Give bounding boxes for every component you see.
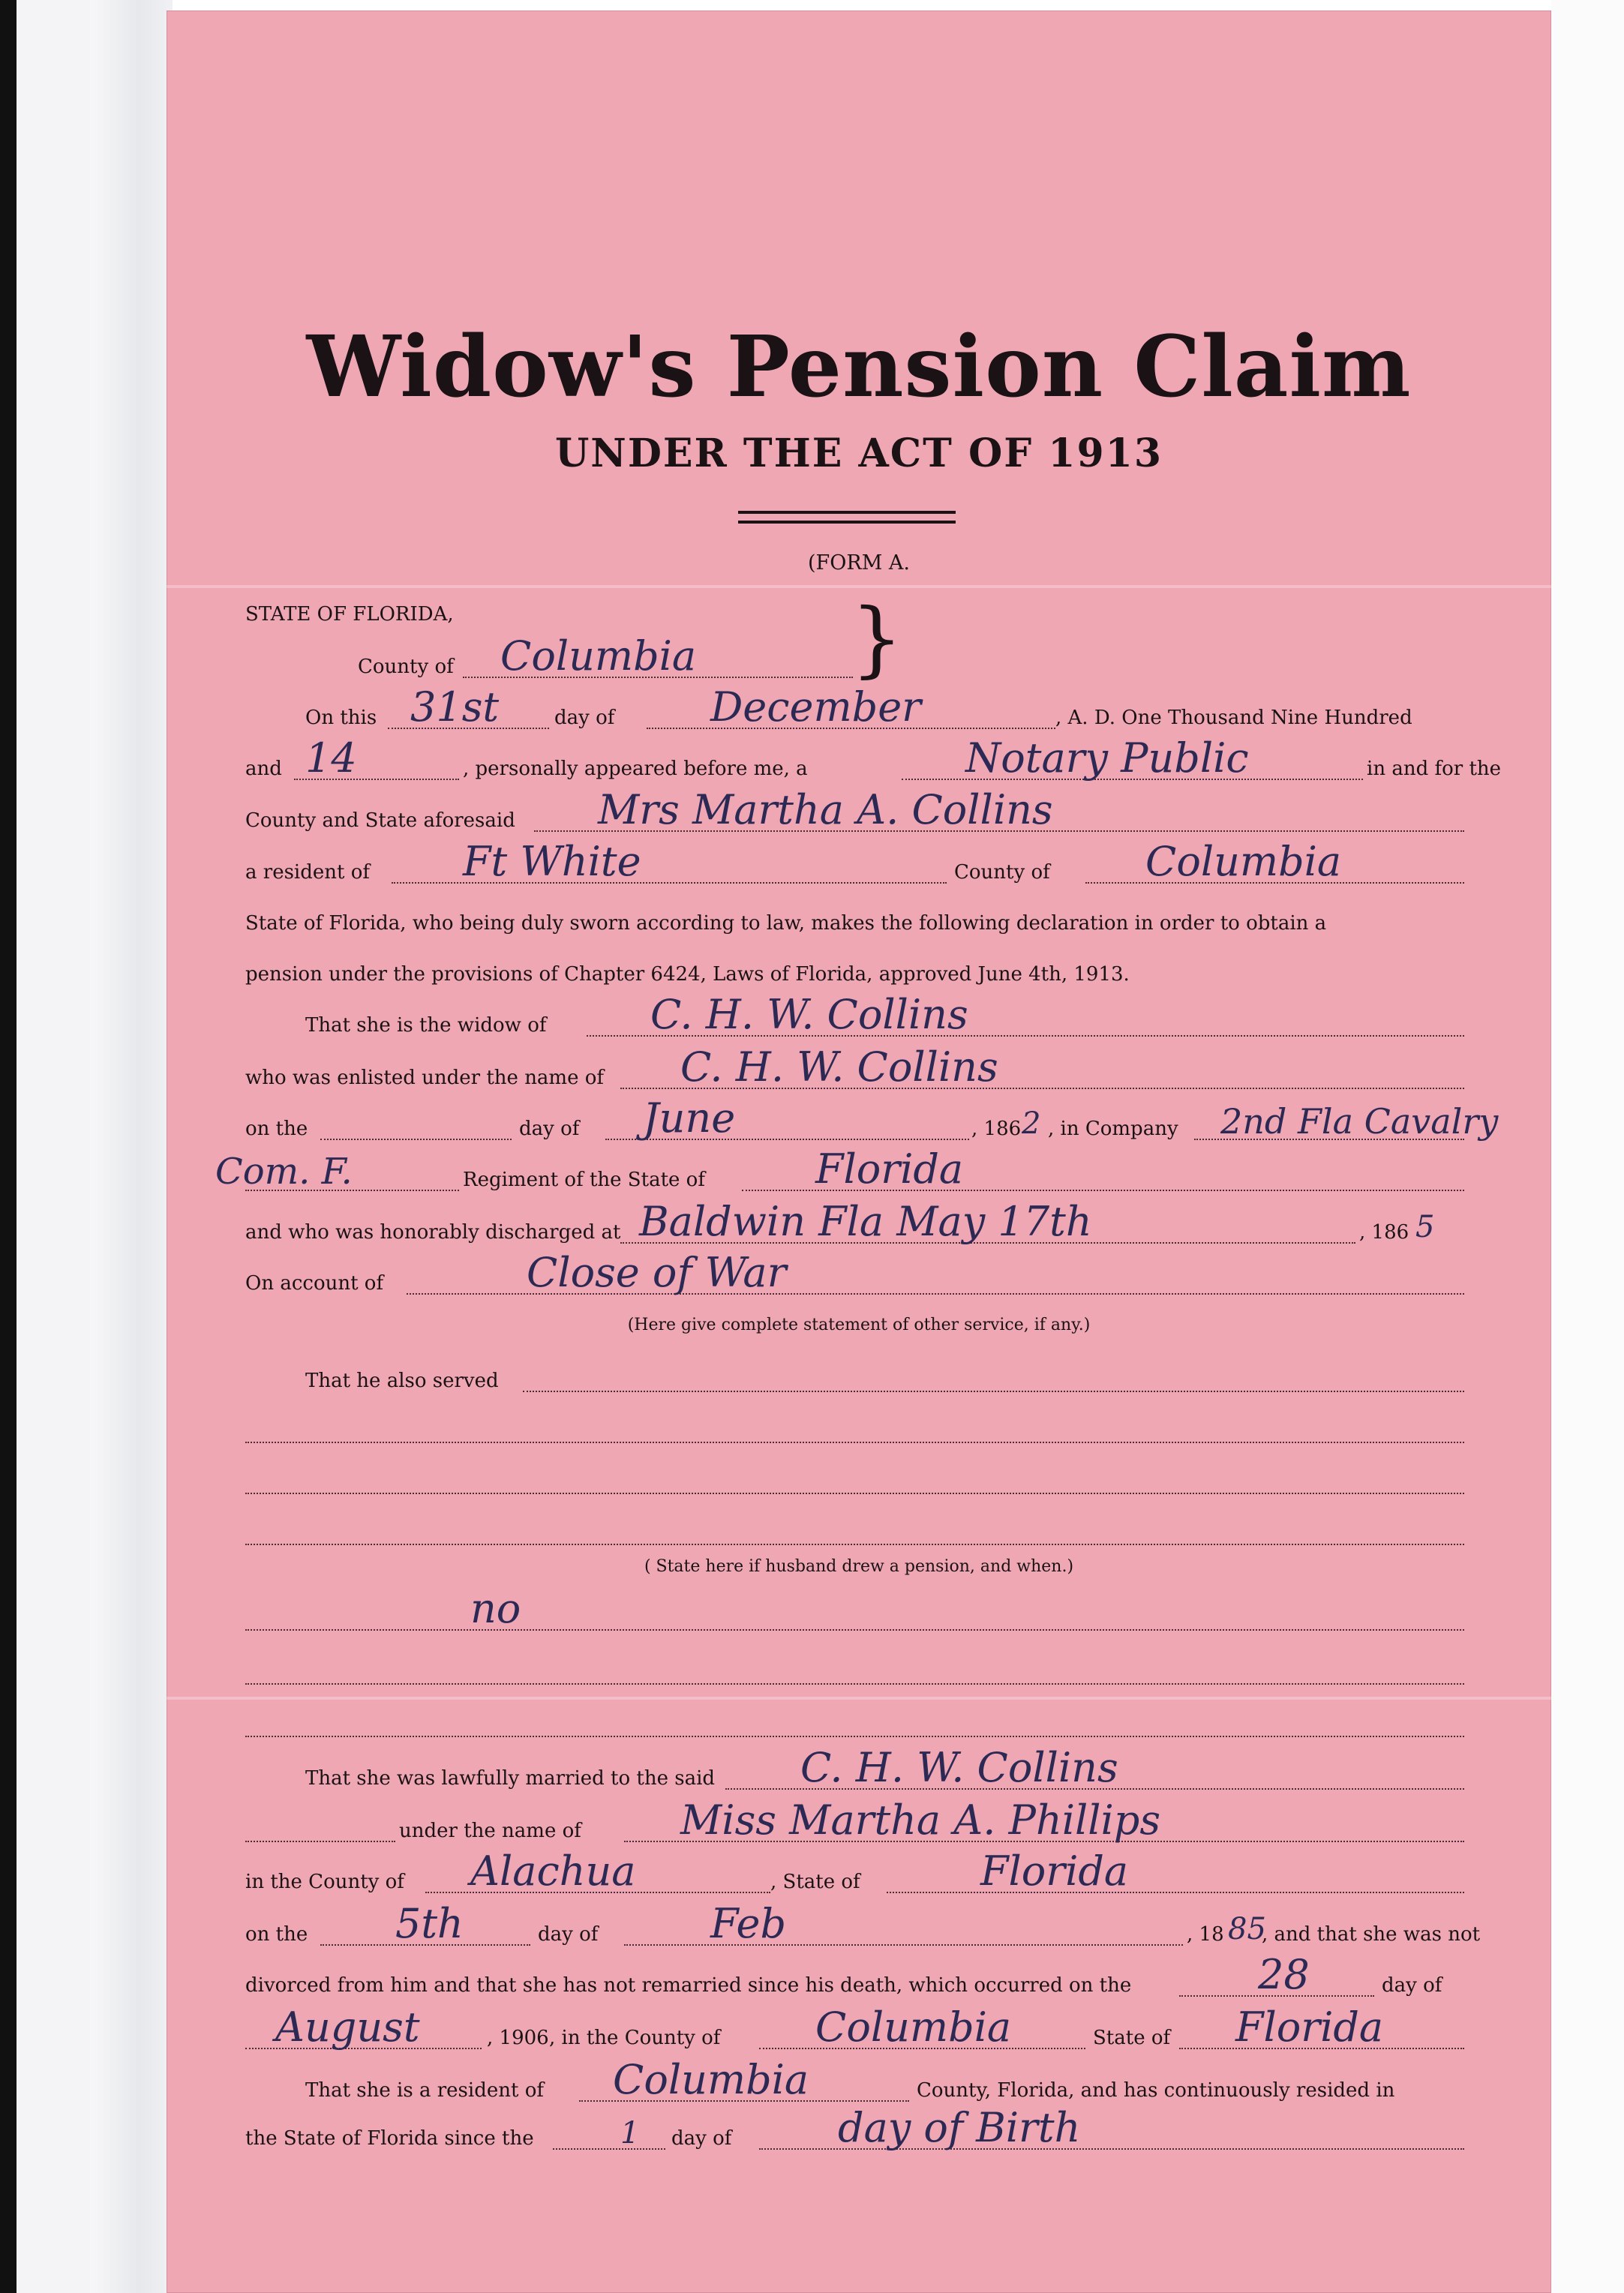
residence-since-line	[245, 2056, 1464, 2106]
and-label: and	[245, 758, 282, 780]
maiden-prefix-blank	[245, 1841, 395, 1842]
brace: }	[851, 590, 903, 686]
death-month-value: August	[275, 2003, 420, 2051]
under-name-label: under the name of	[399, 1820, 581, 1842]
death-county-value: Columbia	[815, 2003, 1012, 2051]
resided-text: County, Florida, and has continuously resided in	[917, 2079, 1395, 2102]
scan-edge	[0, 0, 17, 2293]
regiment-state-value: Florida	[815, 1145, 964, 1193]
day-of-label: day of	[1382, 1974, 1442, 1997]
form-title: Widow's Pension Claim	[306, 318, 1412, 416]
service-blank	[245, 1493, 1464, 1494]
state-heading: STATE OF FLORIDA,	[245, 603, 454, 626]
county-value: Columbia	[500, 632, 697, 680]
regiment-blank	[245, 1190, 459, 1191]
husband-pension-note: ( State here if husband drew a pension, and when.)	[644, 1557, 1074, 1576]
in-county-of-label: , in the County of	[549, 2027, 721, 2049]
enlisted-name-value: C. H. W. Collins	[680, 1043, 998, 1091]
other-service-note: (Here give complete statement of other service, if any.)	[627, 1316, 1091, 1334]
marriage-date-line	[245, 1900, 1481, 1950]
form-label: (FORM A.	[807, 551, 911, 575]
claimant-value: Mrs Martha A. Collins	[598, 786, 1053, 833]
appeared-text: , personally appeared before me, a	[463, 758, 808, 780]
since-value: day of Birth	[838, 2104, 1081, 2151]
pension-answer-value: no	[470, 1585, 521, 1632]
plastic-sleeve	[90, 0, 173, 2293]
marriage-state-value: Florida	[980, 1847, 1129, 1895]
death-text: divorced from him and that she has not remarried since his death, which occurred on the	[245, 1974, 1132, 1997]
since-line	[245, 2104, 1464, 2154]
resident-county-value: Columbia	[613, 2056, 809, 2103]
widow-of-label: That she is the widow of	[305, 1014, 547, 1037]
on-this-label: On this	[305, 707, 377, 729]
enlist-year-value: 2	[1022, 1106, 1041, 1141]
year-18-label: , 18	[1187, 1923, 1224, 1946]
also-served-line	[245, 1362, 1464, 1397]
not-divorced-text: , and that she was not	[1262, 1923, 1481, 1946]
company-value: 2nd Fla Cavalry	[1220, 1101, 1499, 1142]
resident-of-label: a resident of	[245, 861, 371, 884]
title-rule	[738, 521, 956, 524]
marriage-month-value: Feb	[710, 1900, 787, 1947]
sworn-text: State of Florida, who being duly sworn according to law, makes the following declaration in order to obtain a	[245, 912, 1327, 935]
since-the-label: the State of Florida since the	[245, 2127, 534, 2150]
form-subtitle: UNDER THE ACT OF 1913	[554, 431, 1163, 476]
married-to-label: That she was lawfully married to the said	[305, 1767, 716, 1790]
state-of-label: State of	[1093, 2027, 1171, 2049]
residence-line	[245, 838, 1464, 888]
on-the-label: on the	[245, 1923, 308, 1946]
pension-answer-blank	[245, 1629, 1464, 1631]
pension-blank	[245, 1683, 1464, 1685]
widow-line	[245, 991, 1464, 1041]
enlist-day-blank	[320, 1139, 512, 1140]
blank-line	[245, 1515, 1464, 1550]
husband-value: C. H. W. Collins	[650, 991, 968, 1038]
title-rule	[738, 511, 956, 514]
resident-of-label: That she is a resident of	[305, 2079, 544, 2102]
day-of-label: day of	[519, 1118, 580, 1140]
pension-blank	[245, 1736, 1464, 1737]
pension-answer-line	[245, 1585, 1464, 1635]
on-the-label: on the	[245, 1118, 308, 1140]
blank-line	[245, 1413, 1464, 1448]
in-and-for-text: in and for the	[1367, 758, 1502, 780]
enlisted-line	[245, 1043, 1464, 1094]
sworn-line	[245, 905, 1464, 939]
month-value: December	[710, 683, 921, 731]
death-year-value: , 1906	[487, 2027, 549, 2049]
day-value: 31st	[410, 683, 500, 731]
year-186-label: , 186	[1359, 1221, 1409, 1244]
account-of-label: On account of	[245, 1272, 384, 1295]
blank-line	[245, 1707, 1464, 1742]
maiden-line	[245, 1796, 1464, 1847]
pension-line	[245, 956, 1464, 990]
discharge-value: Baldwin Fla May 17th	[639, 1198, 1092, 1245]
ad-text: , A. D. One Thousand Nine Hundred	[1055, 707, 1412, 729]
day-of-label: day of	[538, 1923, 599, 1946]
account-line	[245, 1249, 1464, 1299]
since-day-value: 1	[620, 2116, 640, 2150]
blank-line	[245, 1464, 1464, 1499]
residence-value: Ft White	[463, 838, 641, 885]
appeared-line	[245, 734, 1502, 785]
county-label: County of	[358, 656, 454, 678]
death-day-value: 28	[1258, 1951, 1310, 1998]
blank-line	[245, 1655, 1464, 1689]
marriage-state-blank	[887, 1892, 1464, 1893]
pension-text: pension under the provisions of Chapter 6424, Laws of Florida, approved June 4th, 1913.	[245, 963, 1130, 986]
date-line	[245, 683, 1464, 734]
marriage-year-value: 85	[1228, 1912, 1266, 1946]
marriage-place-line	[245, 1847, 1464, 1898]
service-blank	[245, 1544, 1464, 1545]
death-place-line	[245, 2003, 1464, 2054]
marriage-day-value: 5th	[395, 1900, 464, 1947]
residence-county-value: Columbia	[1145, 838, 1342, 885]
fold-crease	[167, 585, 1551, 588]
discharged-at-label: and who was honorably discharged at	[245, 1221, 621, 1244]
enlisted-under-label: who was enlisted under the name of	[245, 1067, 605, 1089]
pension-form-sheet	[167, 11, 1551, 2293]
enlistment-date-line	[245, 1094, 1499, 1145]
discharge-year-value: 5	[1415, 1210, 1435, 1244]
since-day-blank	[553, 2148, 665, 2150]
year-186-label: , 186	[971, 1118, 1022, 1140]
maiden-value: Miss Martha A. Phillips	[680, 1796, 1161, 1844]
enlist-month-value: June	[643, 1094, 736, 1142]
county-line	[245, 632, 1464, 683]
regiment-state-label: Regiment of the State of	[463, 1169, 705, 1191]
married-line	[245, 1744, 1464, 1794]
regiment-line	[215, 1145, 1464, 1196]
marriage-county-value: Alachua	[470, 1847, 636, 1895]
year-value: 14	[305, 734, 357, 782]
state-of-label: , State of	[770, 1871, 860, 1893]
service-blank	[245, 1442, 1464, 1443]
in-company-label: , in Company	[1048, 1118, 1178, 1140]
day-of-label: day of	[554, 707, 615, 729]
scan-background-right	[1551, 0, 1624, 2293]
marriage-month-blank	[624, 1944, 1183, 1946]
discharge-line	[245, 1198, 1464, 1248]
fold-crease	[167, 1697, 1551, 1700]
company-cont-value: Com. F.	[215, 1151, 353, 1193]
day-of-label: day of	[671, 2127, 732, 2150]
in-county-of-label: in the County of	[245, 1871, 404, 1893]
aforesaid-label: County and State aforesaid	[245, 809, 515, 832]
also-served-label: That he also served	[305, 1370, 499, 1392]
death-state-value: Florida	[1235, 2003, 1384, 2051]
claimant-line	[245, 786, 1464, 836]
account-value: Close of War	[527, 1249, 787, 1296]
county-of-label: County of	[954, 861, 1050, 884]
death-line	[245, 1951, 1464, 2001]
also-served-blank	[523, 1391, 1464, 1392]
officer-value: Notary Public	[965, 734, 1249, 782]
married-to-value: C. H. W. Collins	[800, 1744, 1118, 1791]
